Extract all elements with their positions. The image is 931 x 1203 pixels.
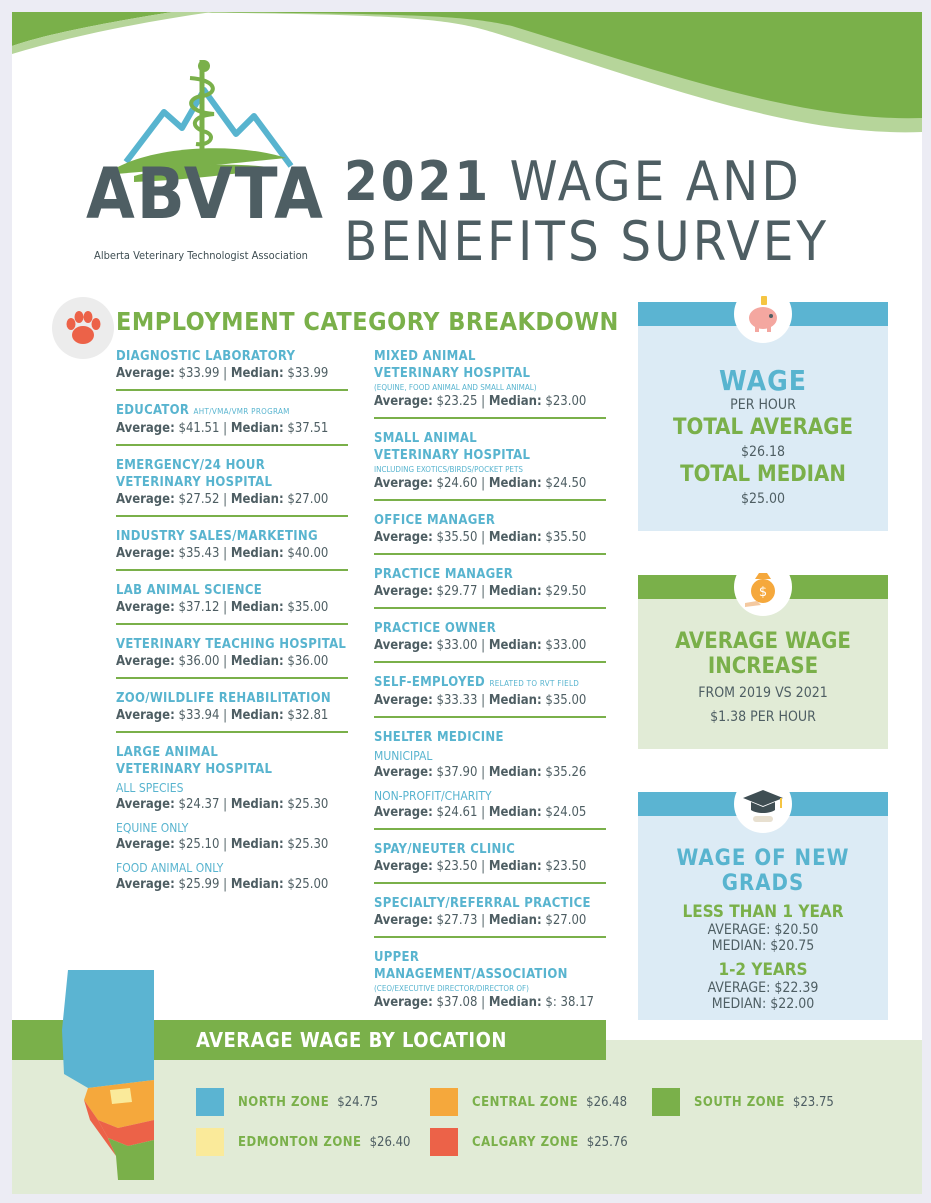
zone-value: $26.48: [586, 1094, 628, 1110]
section-title: EMPLOYMENT CATEGORY BREAKDOWN: [116, 307, 619, 336]
legend-central-zone: [430, 1088, 627, 1116]
title-year: 2021: [344, 150, 492, 213]
subcategory-label: FOOD ANIMAL ONLY: [116, 861, 224, 875]
category-values: Average: $29.77 | Median: $29.50: [374, 584, 587, 599]
subcategory-label: NON-PROFIT/CHARITY: [374, 789, 492, 803]
zone-name: CENTRAL ZONE: [472, 1094, 579, 1110]
category-name: MIXED ANIMAL: [374, 349, 476, 364]
category-name: LARGE ANIMAL: [116, 745, 219, 760]
list-item: [374, 566, 606, 609]
list-item: [116, 636, 348, 679]
legend-edmonton-zone: [196, 1128, 410, 1156]
piggy-bank-icon: [737, 288, 789, 340]
wage-increase-box: [638, 575, 888, 749]
title-line2: BENEFITS SURVEY: [344, 210, 830, 273]
category-name: PRACTICE OWNER: [374, 621, 497, 636]
category-name-line2: VETERINARY HOSPITAL: [374, 448, 531, 463]
grads-group1-label: LESS THAN 1 YEAR: [682, 902, 844, 922]
category-values: Average: $33.99 | Median: $33.99: [116, 366, 329, 381]
legend-north-zone: [196, 1088, 378, 1116]
category-values: Average: $33.00 | Median: $33.00: [374, 638, 587, 653]
category-values: Average: $24.61 | Median: $24.05: [374, 805, 587, 820]
list-item: [374, 949, 606, 1018]
category-name-line2: VETERINARY HOSPITAL: [116, 475, 273, 490]
list-item: [116, 582, 348, 625]
zone-name: NORTH ZONE: [238, 1094, 330, 1110]
grads-group2-median: MEDIAN: $22.00: [711, 996, 815, 1012]
category-column-2: [374, 348, 606, 1029]
subcategory-label: ALL SPECIES: [116, 781, 184, 795]
total-median-label: TOTAL MEDIAN: [680, 462, 846, 487]
calgary-zone-swatch: [430, 1128, 458, 1156]
zone-name: SOUTH ZONE: [694, 1094, 785, 1110]
list-item: [116, 348, 348, 391]
category-values: Average: $37.90 | Median: $35.26: [374, 765, 587, 780]
increase-title-line2: INCREASE: [707, 654, 819, 679]
category-name-line2: VETERINARY HOSPITAL: [116, 762, 273, 777]
category-values: Average: $33.33 | Median: $35.00: [374, 693, 587, 708]
list-item: [116, 690, 348, 733]
money-bag-icon: [737, 561, 789, 613]
category-values: Average: $41.51 | Median: $37.51: [116, 421, 329, 436]
category-name: ZOO/WILDLIFE REHABILITATION: [116, 691, 331, 706]
increase-title-line1: AVERAGE WAGE: [675, 629, 851, 654]
category-values: Average: $24.60 | Median: $24.50: [374, 476, 587, 491]
category-values: Average: $37.08 | Median: $: 38.17: [374, 995, 594, 1010]
category-name: SMALL ANIMAL: [374, 431, 478, 446]
grads-group2-average: AVERAGE: $22.39: [707, 980, 819, 996]
zone-value: $24.75: [337, 1094, 379, 1110]
edmonton-zone-swatch: [196, 1128, 224, 1156]
category-note: INCLUDING EXOTICS/BIRDS/POCKET PETS: [374, 465, 523, 474]
paw-icon: [52, 297, 114, 359]
category-values: Average: $23.50 | Median: $23.50: [374, 859, 587, 874]
legend-calgary-zone: [430, 1128, 628, 1156]
category-name: SHELTER MEDICINE: [374, 730, 504, 745]
category-note: (CEO/EXECUTIVE DIRECTOR/DIRECTOR OF): [374, 984, 529, 993]
category-name-line2: VETERINARY HOSPITAL: [374, 366, 531, 381]
list-item: [116, 457, 348, 517]
category-values: Average: $25.10 | Median: $25.30: [116, 837, 329, 852]
list-item: [374, 895, 606, 938]
alberta-map-icon: [58, 970, 178, 1182]
category-values: Average: $36.00 | Median: $36.00: [116, 654, 329, 669]
category-name: LAB ANIMAL SCIENCE: [116, 583, 262, 598]
svg-text:$: $: [758, 585, 768, 600]
list-item: [116, 744, 348, 900]
category-name: EDUCATOR AHT/VMA/VMR PROGRAM: [116, 403, 290, 418]
category-name: DIAGNOSTIC LABORATORY: [116, 349, 296, 364]
zone-value: $23.75: [792, 1094, 834, 1110]
list-item: [116, 402, 348, 446]
list-item: [374, 430, 606, 501]
page-title: [344, 152, 829, 272]
zone-name: EDMONTON ZONE: [238, 1134, 362, 1150]
zone-name: CALGARY ZONE: [472, 1134, 579, 1150]
increase-from: FROM 2019 VS 2021: [698, 685, 828, 701]
category-name: SPECIALTY/REFERRAL PRACTICE: [374, 896, 591, 911]
category-name: SELF-EMPLOYED RELATED TO RVT FIELD: [374, 675, 580, 690]
list-item: [116, 528, 348, 571]
list-item: [374, 729, 606, 830]
category-values: Average: $27.52 | Median: $27.00: [116, 492, 329, 507]
central-zone-swatch: [430, 1088, 458, 1116]
category-values: Average: $37.12 | Median: $35.00: [116, 600, 329, 615]
category-name: SPAY/NEUTER CLINIC: [374, 842, 516, 857]
grads-title: WAGE OF NEW GRADS: [676, 846, 850, 896]
wage-box: [638, 302, 888, 531]
category-name: INDUSTRY SALES/MARKETING: [116, 529, 318, 544]
logo-subtitle: Alberta Veterinary Technologist Association: [94, 249, 308, 262]
category-name: VETERINARY TEACHING HOSPITAL: [116, 637, 347, 652]
list-item: [374, 348, 606, 419]
survey-page: [12, 12, 922, 1194]
grads-group1-average: AVERAGE: $20.50: [707, 922, 819, 938]
south-zone-swatch: [652, 1088, 680, 1116]
location-title: AVERAGE WAGE BY LOCATION: [196, 1028, 507, 1052]
total-median-value: $25.00: [740, 491, 786, 507]
category-values: Average: $33.94 | Median: $32.81: [116, 708, 329, 723]
wage-title: WAGE: [719, 364, 807, 397]
category-values: Average: $23.25 | Median: $23.00: [374, 394, 587, 409]
category-column-1: [116, 348, 348, 911]
category-values: Average: $35.43 | Median: $40.00: [116, 546, 329, 561]
category-values: Average: $25.99 | Median: $25.00: [116, 877, 329, 892]
legend-south-zone: [652, 1088, 834, 1116]
title-line1: WAGE AND: [491, 150, 802, 213]
subcategory-label: EQUINE ONLY: [116, 821, 189, 835]
category-name: EMERGENCY/24 HOUR: [116, 458, 266, 473]
list-item: [374, 674, 606, 718]
category-name: PRACTICE MANAGER: [374, 567, 514, 582]
graduation-cap-icon: [737, 778, 789, 830]
subcategory-label: MUNICIPAL: [374, 749, 433, 763]
category-name: OFFICE MANAGER: [374, 513, 496, 528]
zone-value: $26.40: [369, 1134, 411, 1150]
logo-wordmark: ABVTA: [86, 153, 325, 235]
list-item: [374, 841, 606, 884]
list-item: [374, 512, 606, 555]
north-zone-swatch: [196, 1088, 224, 1116]
category-name: UPPER MANAGEMENT/ASSOCIATION: [374, 950, 568, 982]
category-values: Average: $35.50 | Median: $35.50: [374, 530, 587, 545]
wage-per-hour: PER HOUR: [730, 397, 796, 413]
category-note: (EQUINE, FOOD ANIMAL AND SMALL ANIMAL): [374, 383, 537, 392]
total-average-value: $26.18: [740, 444, 786, 460]
category-values: Average: $27.73 | Median: $27.00: [374, 913, 587, 928]
increase-value: $1.38 PER HOUR: [710, 709, 816, 725]
new-grads-box: [638, 792, 888, 1020]
list-item: [374, 620, 606, 663]
zone-value: $25.76: [586, 1134, 628, 1150]
category-values: Average: $24.37 | Median: $25.30: [116, 797, 329, 812]
total-average-label: TOTAL AVERAGE: [673, 415, 853, 440]
grads-group1-median: MEDIAN: $20.75: [711, 938, 815, 954]
grads-group2-label: 1-2 YEARS: [718, 960, 808, 980]
